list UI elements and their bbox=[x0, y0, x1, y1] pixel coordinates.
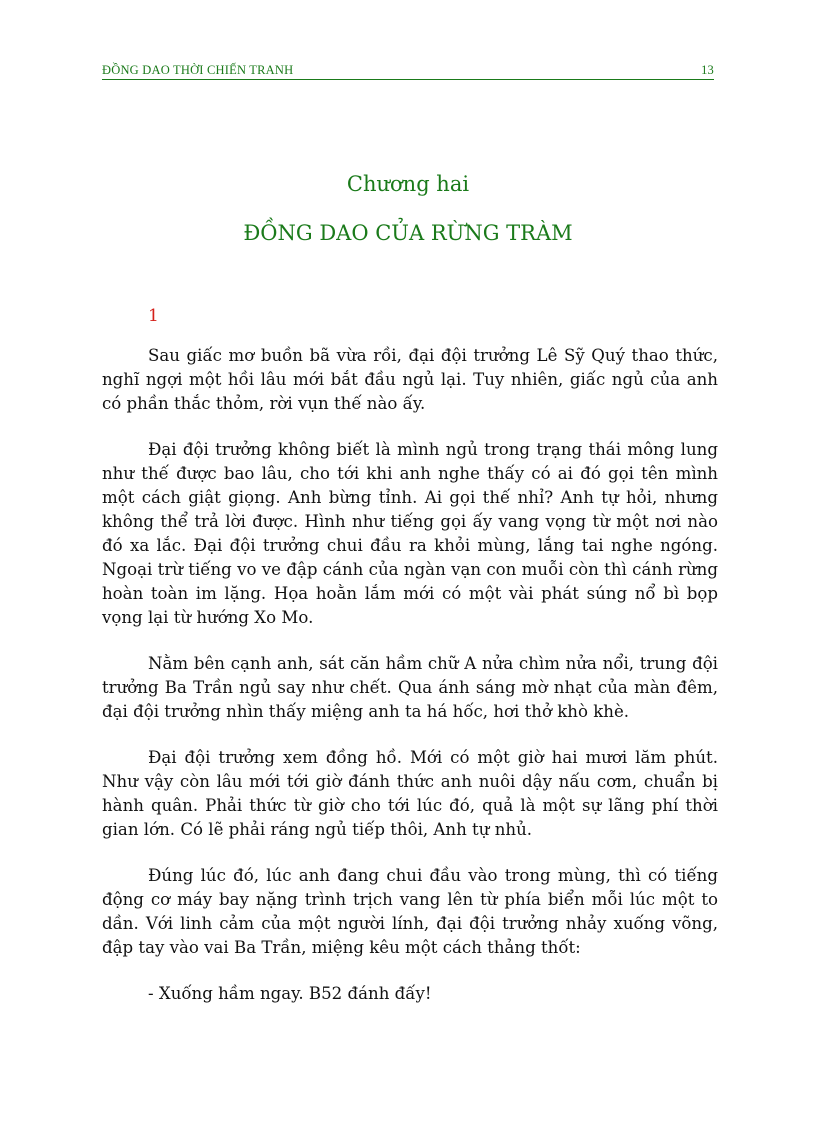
section-number: 1 bbox=[148, 306, 159, 326]
paragraph: Đại đội trưởng xem đồng hồ. Mới có một giờ hai mươi lăm phút. Như vậy còn lâu mới tới giờ đánh thức anh nuôi dậy nấu cơm, chuẩn bị hành quân. Phải thức từ giờ cho tới lúc đó, quả là một sự lãng phí thời gian lớn. Có lẽ phải ráng ngủ tiếp thôi, Anh tự nhủ. bbox=[102, 748, 718, 839]
body-text bbox=[102, 344, 718, 1028]
paragraph: Nằm bên cạnh anh, sát căn hầm chữ A nửa chìm nửa nổi, trung đội trưởng Ba Trần ngủ say như chết. Qua ánh sáng mờ nhạt của màn đêm, đại đội trưởng nhìn thấy miệng anh ta há hốc, hơi thở khò khè. bbox=[102, 654, 718, 721]
chapter-title: ĐỒNG DAO CỦA RỪNG TRÀM bbox=[243, 221, 573, 245]
paragraph: Đúng lúc đó, lúc anh đang chui đầu vào trong mùng, thì có tiếng động cơ máy bay nặng trình trịch vang lên từ phía biển mỗi lúc một to dần. Với linh cảm của một người lính, đại đội trưởng nhảy xuống võng, đập tay vào vai Ba Trần, miệng kêu một cách thảng thốt: bbox=[102, 866, 718, 957]
running-title: ĐỒNG DAO THỜI CHIẾN TRANH bbox=[102, 63, 294, 77]
page-number: 13 bbox=[701, 63, 714, 77]
running-header bbox=[102, 63, 714, 80]
paragraph: Đại đội trưởng không biết là mình ngủ trong trạng thái mông lung như thế được bao lâu, cho tới khi anh nghe thấy có ai đó gọi tên mình một cách giật giọng. Anh bừng tỉnh. Ai gọi thế nhỉ? Anh tự hỏi, nhưng không thể trả lời được. Hình như tiếng gọi ấy vang vọng từ một nơi nào đó xa lắc. Đại đội trưởng chui đầu ra khỏi mùng, lắng tai nghe ngóng. Ngoại trừ tiếng vo ve đập cánh của ngàn vạn con muỗi còn thì cánh rừng hoàn toàn im lặng. Họa hoằn lắm mới có một vài phát súng nổ bì bọp vọng lại từ hướng Xo Mo. bbox=[102, 440, 718, 627]
chapter-label: Chương hai bbox=[346, 172, 470, 196]
dialogue-line: - Xuống hầm ngay. B52 đánh đấy! bbox=[148, 984, 432, 1003]
paragraph: Sau giấc mơ buồn bã vừa rồi, đại đội trưởng Lê Sỹ Quý thao thức, nghĩ ngợi một hồi lâu mới bắt đầu ngủ lại. Tuy nhiên, giấc ngủ của anh có phần thắc thỏm, rời vụn thế nào ấy. bbox=[102, 346, 718, 413]
